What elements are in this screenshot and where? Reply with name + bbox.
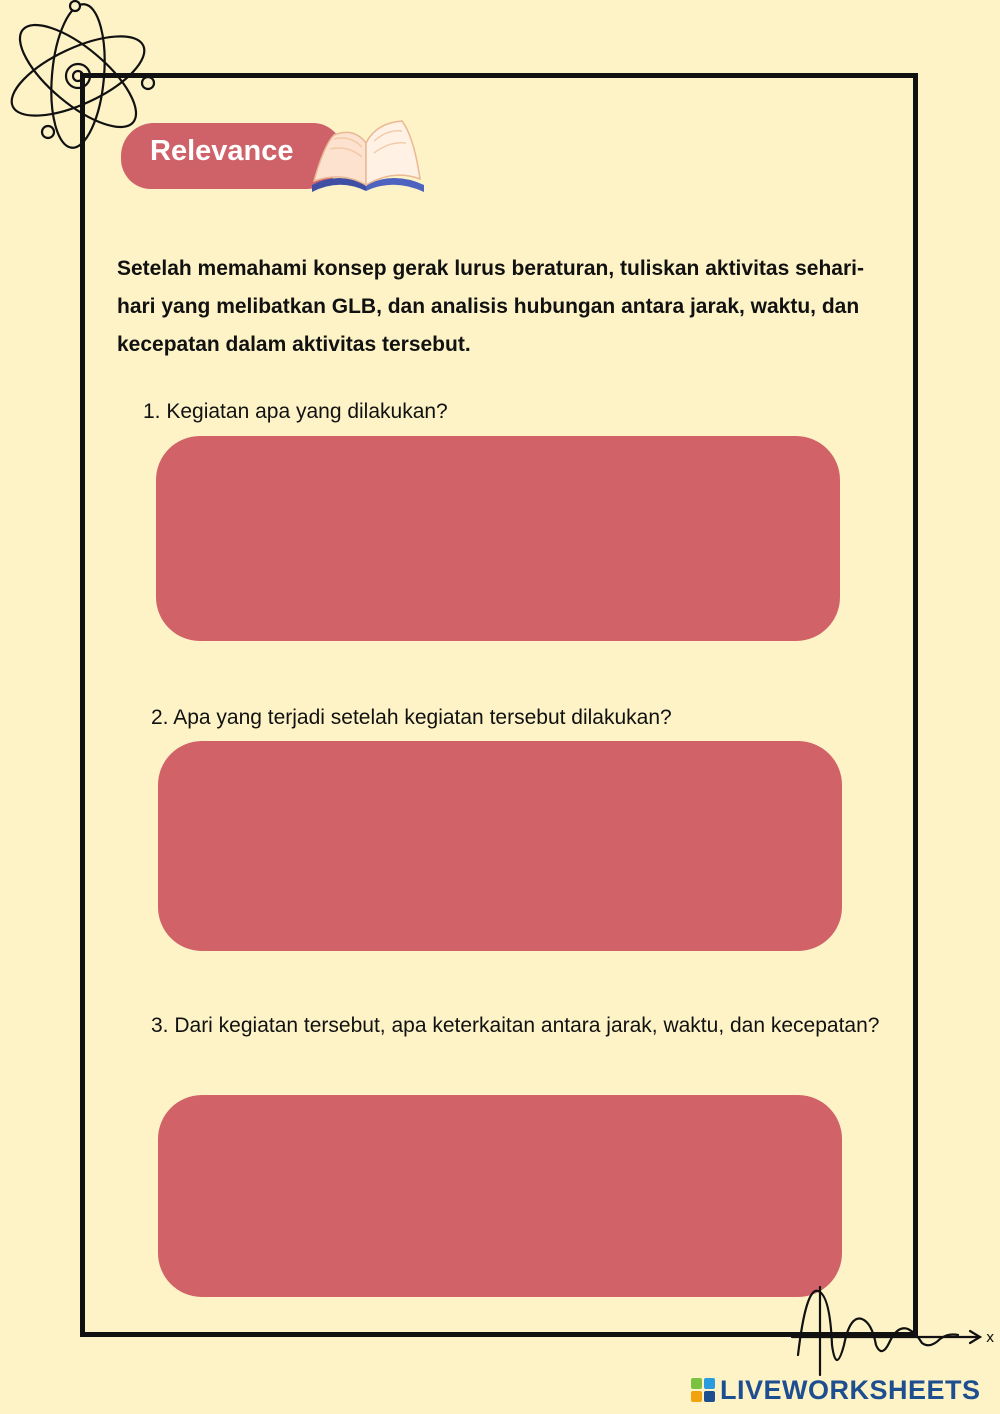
sine-wave-icon xyxy=(790,1285,995,1380)
wave-axis-label: x xyxy=(986,1330,995,1346)
answer-box-2[interactable] xyxy=(158,741,842,951)
liveworksheets-brand xyxy=(690,1374,981,1406)
answer-box-3[interactable] xyxy=(158,1095,842,1297)
question-2: 2. Apa yang terjadi setelah kegiatan tersebut dilakukan? xyxy=(151,706,672,729)
page-title: Relevance xyxy=(150,135,294,167)
open-book-icon xyxy=(304,115,430,195)
instruction-text: Setelah memahami konsep gerak lurus beraturan, tuliskan aktivitas sehari-hari yang melibatkan GLB, dan analisis hubungan antara jarak, waktu, dan kecepatan dalam aktivitas tersebut. xyxy=(117,257,864,356)
liveworksheets-logo-icon xyxy=(690,1377,716,1403)
question-1: 1. Kegiatan apa yang dilakukan? xyxy=(143,400,448,423)
answer-box-1[interactable] xyxy=(156,436,840,641)
question-3: 3. Dari kegiatan tersebut, apa keterkaitan antara jarak, waktu, dan kecepatan? xyxy=(151,1014,880,1037)
brand-name: LIVEWORKSHEETS xyxy=(720,1374,981,1405)
